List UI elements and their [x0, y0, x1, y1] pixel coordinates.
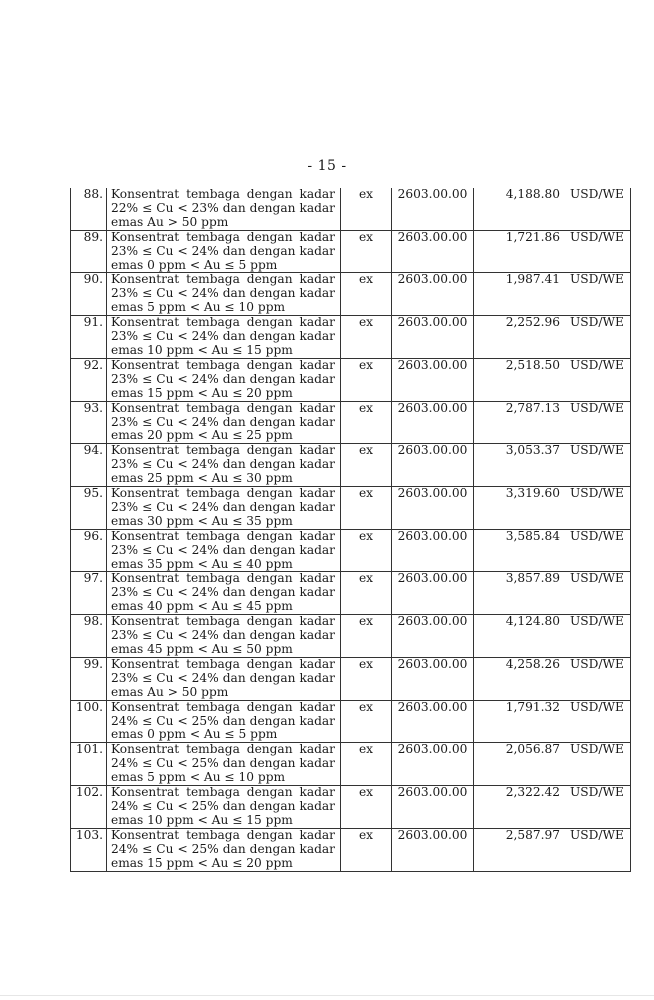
table-row	[71, 615, 631, 658]
ex-marker: ex	[341, 786, 392, 829]
price-value: 2,787.13	[505, 400, 560, 415]
price-wrap	[474, 658, 625, 672]
table-row	[71, 487, 631, 530]
row-number: 97.	[71, 572, 107, 615]
ex-marker: ex	[341, 828, 392, 871]
description-line: Konsentrat tembaga dengan kadar	[111, 443, 335, 458]
ex-marker: ex	[341, 572, 392, 615]
row-number: 99.	[71, 657, 107, 700]
price-wrap	[474, 743, 625, 757]
price-value: 3,319.60	[505, 486, 560, 501]
description-line: Konsentrat tembaga dengan kadar	[111, 400, 335, 415]
table-row	[71, 230, 631, 273]
row-number: 101.	[71, 743, 107, 786]
product-description	[107, 700, 341, 743]
description-line: emas Au > 50 ppm	[111, 684, 229, 699]
price-wrap	[474, 188, 625, 202]
description-line: emas 5 ppm < Au ≤ 10 ppm	[111, 770, 286, 785]
table-row	[71, 273, 631, 316]
row-number: 94.	[71, 444, 107, 487]
price-unit: USD/WE	[570, 400, 624, 415]
hs-code: 2603.00.00	[392, 529, 474, 572]
price-value: 2,322.42	[505, 785, 560, 800]
ex-marker: ex	[341, 316, 392, 359]
ex-marker: ex	[341, 273, 392, 316]
hs-code: 2603.00.00	[392, 230, 474, 273]
description-line: Konsentrat tembaga dengan kadar	[111, 272, 335, 287]
description-line: Konsentrat tembaga dengan kadar	[111, 486, 335, 501]
price-wrap	[474, 444, 625, 458]
hs-code: 2603.00.00	[392, 828, 474, 871]
price-unit: USD/WE	[570, 699, 624, 714]
product-description	[107, 487, 341, 530]
hs-code: 2603.00.00	[392, 743, 474, 786]
table-row	[71, 657, 631, 700]
ex-marker: ex	[341, 529, 392, 572]
row-number: 90.	[71, 273, 107, 316]
product-description	[107, 786, 341, 829]
price-value: 1,791.32	[505, 699, 560, 714]
product-description	[107, 529, 341, 572]
ex-marker: ex	[341, 230, 392, 273]
price-cell	[474, 316, 631, 359]
table-row	[71, 700, 631, 743]
ex-marker: ex	[341, 188, 392, 230]
description-line: Konsentrat tembaga dengan kadar	[111, 229, 335, 244]
price-cell	[474, 188, 631, 230]
price-unit: USD/WE	[570, 229, 624, 244]
product-description	[107, 316, 341, 359]
price-cell	[474, 529, 631, 572]
price-wrap	[474, 273, 625, 287]
table-row	[71, 401, 631, 444]
price-value: 2,056.87	[505, 742, 560, 757]
ex-marker: ex	[341, 487, 392, 530]
price-unit: USD/WE	[570, 742, 624, 757]
price-cell	[474, 358, 631, 401]
description-line: Konsentrat tembaga dengan kadar	[111, 827, 335, 842]
product-description	[107, 743, 341, 786]
description-line: 23% ≤ Cu < 24% dan dengan kadar	[111, 243, 335, 258]
price-wrap	[474, 316, 625, 330]
export-price-table	[70, 188, 631, 872]
hs-code: 2603.00.00	[392, 487, 474, 530]
description-line: emas 10 ppm < Au ≤ 15 ppm	[111, 812, 293, 827]
description-line: Konsentrat tembaga dengan kadar	[111, 187, 335, 201]
product-description	[107, 230, 341, 273]
row-number: 103.	[71, 828, 107, 871]
price-cell	[474, 828, 631, 871]
description-line: Konsentrat tembaga dengan kadar	[111, 785, 335, 800]
price-cell	[474, 273, 631, 316]
table-row	[71, 444, 631, 487]
price-wrap	[474, 487, 625, 501]
page-number: - 15 -	[307, 158, 347, 174]
table-row	[71, 316, 631, 359]
ex-marker: ex	[341, 657, 392, 700]
page-bottom-rule	[0, 995, 654, 996]
price-unit: USD/WE	[570, 571, 624, 586]
description-line: emas 0 ppm < Au ≤ 5 ppm	[111, 257, 278, 272]
price-unit: USD/WE	[570, 785, 624, 800]
price-value: 1,721.86	[505, 229, 560, 244]
hs-code: 2603.00.00	[392, 786, 474, 829]
description-line: emas 35 ppm < Au ≤ 40 ppm	[111, 556, 293, 571]
price-cell	[474, 657, 631, 700]
hs-code: 2603.00.00	[392, 572, 474, 615]
price-wrap	[474, 231, 625, 245]
description-line: Konsentrat tembaga dengan kadar	[111, 357, 335, 372]
table-row	[71, 743, 631, 786]
price-value: 3,585.84	[505, 528, 560, 543]
row-number: 96.	[71, 529, 107, 572]
description-line: Konsentrat tembaga dengan kadar	[111, 742, 335, 757]
price-unit: USD/WE	[570, 528, 624, 543]
price-cell	[474, 786, 631, 829]
price-value: 1,987.41	[505, 272, 560, 287]
row-number: 89.	[71, 230, 107, 273]
product-description	[107, 401, 341, 444]
table-row	[71, 529, 631, 572]
product-description	[107, 828, 341, 871]
ex-marker: ex	[341, 743, 392, 786]
price-cell	[474, 401, 631, 444]
price-wrap	[474, 615, 625, 629]
price-unit: USD/WE	[570, 187, 624, 201]
price-unit: USD/WE	[570, 315, 624, 330]
price-wrap	[474, 829, 625, 843]
description-line: Konsentrat tembaga dengan kadar	[111, 614, 335, 629]
hs-code: 2603.00.00	[392, 316, 474, 359]
table-row	[71, 828, 631, 871]
price-unit: USD/WE	[570, 443, 624, 458]
table-body	[71, 188, 631, 871]
row-number: 98.	[71, 615, 107, 658]
price-unit: USD/WE	[570, 656, 624, 671]
ex-marker: ex	[341, 615, 392, 658]
description-line: 23% ≤ Cu < 24% dan dengan kadar	[111, 628, 335, 643]
description-line: 24% ≤ Cu < 25% dan dengan kadar	[111, 713, 335, 728]
description-line: 23% ≤ Cu < 24% dan dengan kadar	[111, 499, 335, 514]
description-line: 23% ≤ Cu < 24% dan dengan kadar	[111, 414, 335, 429]
price-cell	[474, 487, 631, 530]
description-line: 23% ≤ Cu < 24% dan dengan kadar	[111, 585, 335, 600]
product-description	[107, 273, 341, 316]
description-line: Konsentrat tembaga dengan kadar	[111, 699, 335, 714]
price-unit: USD/WE	[570, 357, 624, 372]
description-line: 23% ≤ Cu < 24% dan dengan kadar	[111, 371, 335, 386]
ex-marker: ex	[341, 401, 392, 444]
description-line: 24% ≤ Cu < 25% dan dengan kadar	[111, 841, 335, 856]
price-unit: USD/WE	[570, 614, 624, 629]
price-value: 2,587.97	[505, 827, 560, 842]
price-unit: USD/WE	[570, 486, 624, 501]
price-value: 2,518.50	[505, 357, 560, 372]
description-line: emas 20 ppm < Au ≤ 25 ppm	[111, 428, 293, 443]
price-value: 4,258.26	[505, 656, 560, 671]
price-unit: USD/WE	[570, 827, 624, 842]
price-cell	[474, 700, 631, 743]
hs-code: 2603.00.00	[392, 358, 474, 401]
price-value: 4,188.80	[505, 187, 560, 201]
price-cell	[474, 743, 631, 786]
hs-code: 2603.00.00	[392, 401, 474, 444]
hs-code: 2603.00.00	[392, 188, 474, 230]
product-description	[107, 572, 341, 615]
description-line: emas Au > 50 ppm	[111, 214, 229, 229]
row-number: 95.	[71, 487, 107, 530]
price-cell	[474, 444, 631, 487]
description-line: 23% ≤ Cu < 24% dan dengan kadar	[111, 542, 335, 557]
description-line: 22% ≤ Cu < 23% dan dengan kadar	[111, 200, 335, 215]
description-line: Konsentrat tembaga dengan kadar	[111, 315, 335, 330]
description-line: 23% ≤ Cu < 24% dan dengan kadar	[111, 329, 335, 344]
hs-code: 2603.00.00	[392, 273, 474, 316]
description-line: emas 15 ppm < Au ≤ 20 ppm	[111, 385, 293, 400]
price-wrap	[474, 701, 625, 715]
row-number: 93.	[71, 401, 107, 444]
description-line: 24% ≤ Cu < 25% dan dengan kadar	[111, 756, 335, 771]
description-line: 23% ≤ Cu < 24% dan dengan kadar	[111, 457, 335, 472]
description-line: emas 25 ppm < Au ≤ 30 ppm	[111, 471, 293, 486]
description-line: emas 10 ppm < Au ≤ 15 ppm	[111, 342, 293, 357]
description-line: 23% ≤ Cu < 24% dan dengan kadar	[111, 286, 335, 301]
price-wrap	[474, 530, 625, 544]
product-description	[107, 657, 341, 700]
price-wrap	[474, 786, 625, 800]
row-number: 92.	[71, 358, 107, 401]
row-number: 88.	[71, 188, 107, 230]
row-number: 102.	[71, 786, 107, 829]
product-description	[107, 444, 341, 487]
row-number: 91.	[71, 316, 107, 359]
description-line: Konsentrat tembaga dengan kadar	[111, 528, 335, 543]
description-line: emas 0 ppm < Au ≤ 5 ppm	[111, 727, 278, 742]
description-line: 23% ≤ Cu < 24% dan dengan kadar	[111, 670, 335, 685]
hs-code: 2603.00.00	[392, 444, 474, 487]
ex-marker: ex	[341, 700, 392, 743]
product-description	[107, 615, 341, 658]
price-wrap	[474, 359, 625, 373]
price-cell	[474, 572, 631, 615]
description-line: 24% ≤ Cu < 25% dan dengan kadar	[111, 798, 335, 813]
description-line: emas 40 ppm < Au ≤ 45 ppm	[111, 599, 293, 614]
price-cell	[474, 230, 631, 273]
table-row	[71, 188, 631, 230]
product-description	[107, 188, 341, 230]
hs-code: 2603.00.00	[392, 657, 474, 700]
price-value: 3,857.89	[505, 571, 560, 586]
price-cell	[474, 615, 631, 658]
table-row	[71, 786, 631, 829]
price-wrap	[474, 572, 625, 586]
description-line: emas 30 ppm < Au ≤ 35 ppm	[111, 513, 293, 528]
ex-marker: ex	[341, 444, 392, 487]
price-value: 4,124.80	[505, 614, 560, 629]
description-line: Konsentrat tembaga dengan kadar	[111, 571, 335, 586]
hs-code: 2603.00.00	[392, 700, 474, 743]
ex-marker: ex	[341, 358, 392, 401]
product-description	[107, 358, 341, 401]
description-line: emas 15 ppm < Au ≤ 20 ppm	[111, 855, 293, 870]
hs-code: 2603.00.00	[392, 615, 474, 658]
row-number: 100.	[71, 700, 107, 743]
price-wrap	[474, 402, 625, 416]
table-row	[71, 358, 631, 401]
table-row	[71, 572, 631, 615]
description-line: Konsentrat tembaga dengan kadar	[111, 656, 335, 671]
price-value: 2,252.96	[505, 315, 560, 330]
price-value: 3,053.37	[505, 443, 560, 458]
description-line: emas 5 ppm < Au ≤ 10 ppm	[111, 300, 286, 315]
price-unit: USD/WE	[570, 272, 624, 287]
description-line: emas 45 ppm < Au ≤ 50 ppm	[111, 642, 293, 656]
